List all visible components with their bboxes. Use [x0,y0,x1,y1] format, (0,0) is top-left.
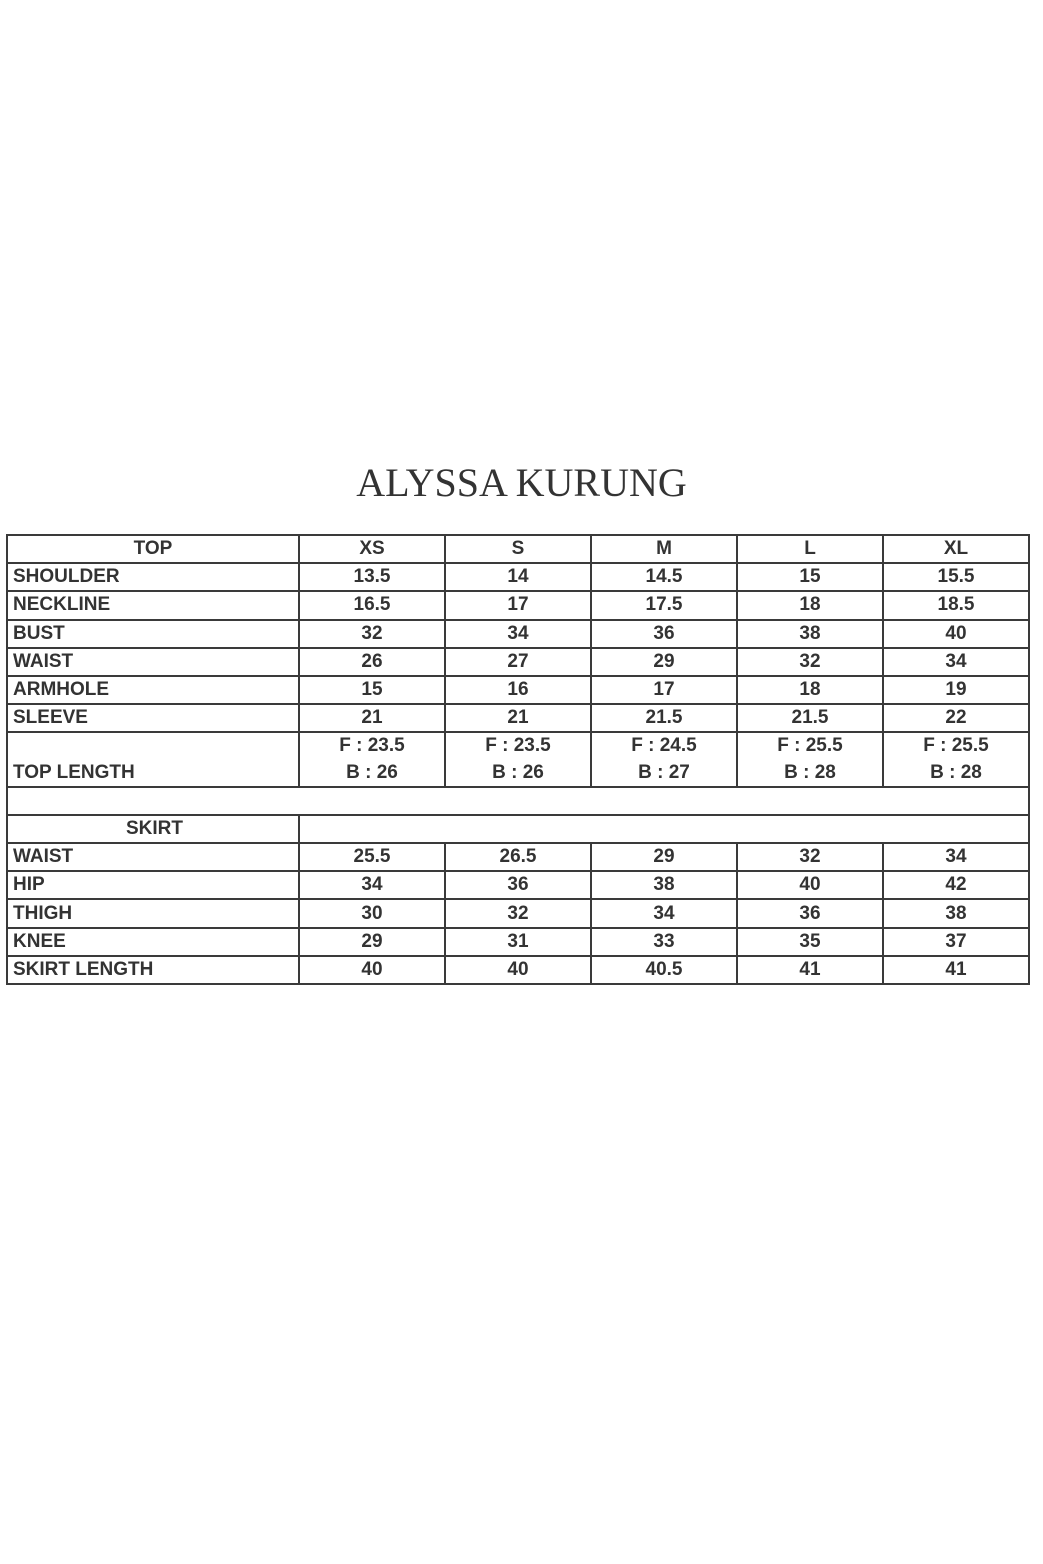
table-cell: 26.5 [445,843,591,871]
size-chart-table [6,534,1030,985]
table-cell: 14.5 [591,563,737,591]
table-row [7,676,1029,704]
table-cell: 17.5 [591,591,737,619]
size-header-xl: XL [883,535,1029,563]
size-header-s: S [445,535,591,563]
table-cell: 22 [883,704,1029,732]
row-label: SHOULDER [7,563,299,591]
size-header-row [7,535,1029,563]
skirt-header-empty [299,815,1029,843]
table-cell: F : 23.5 [299,732,445,759]
table-cell: 29 [591,648,737,676]
table-cell: 25.5 [299,843,445,871]
skirt-header-cell: SKIRT [7,815,299,843]
row-label: SLEEVE [7,704,299,732]
spacer-row [7,787,1029,815]
table-row [7,956,1029,984]
table-cell: 40 [737,871,883,899]
table-cell: 31 [445,928,591,956]
table-cell: 34 [883,843,1029,871]
table-cell: 14 [445,563,591,591]
table-cell: 18 [737,676,883,704]
page-title: ALYSSA KURUNG [356,460,687,505]
table-cell: 40 [883,620,1029,648]
table-cell: 36 [737,899,883,927]
table-row [7,871,1029,899]
row-label: WAIST [7,843,299,871]
table-cell: F : 23.5 [445,732,591,759]
table-cell: 15.5 [883,563,1029,591]
table-cell: 13.5 [299,563,445,591]
table-cell: 38 [883,899,1029,927]
table-cell: 18 [737,591,883,619]
table-cell: 34 [591,899,737,927]
table-cell: F : 25.5 [883,732,1029,759]
table-cell: 32 [737,843,883,871]
table-cell: 26 [299,648,445,676]
table-cell: 15 [299,676,445,704]
table-cell: B : 28 [883,760,1029,787]
table-cell: 21 [299,704,445,732]
table-cell: 33 [591,928,737,956]
size-header-m: M [591,535,737,563]
row-label: HIP [7,871,299,899]
row-label: NECKLINE [7,591,299,619]
table-cell: 41 [737,956,883,984]
table-cell: 34 [299,871,445,899]
table-cell: 36 [591,620,737,648]
top-length-front-row [7,732,1029,759]
size-header-l: L [737,535,883,563]
table-cell: 17 [591,676,737,704]
spacer-cell [7,787,1029,815]
table-cell: 32 [445,899,591,927]
table-cell: 35 [737,928,883,956]
row-label: THIGH [7,899,299,927]
table-cell: 37 [883,928,1029,956]
table-cell: 40 [445,956,591,984]
table-cell: 29 [299,928,445,956]
table-row [7,648,1029,676]
table-cell: 27 [445,648,591,676]
row-label: SKIRT LENGTH [7,956,299,984]
table-row [7,563,1029,591]
table-cell: 16 [445,676,591,704]
row-label: BUST [7,620,299,648]
table-cell: 41 [883,956,1029,984]
top-header-cell: TOP [7,535,299,563]
table-row [7,899,1029,927]
table-cell: 38 [591,871,737,899]
skirt-header-row [7,815,1029,843]
table-row [7,928,1029,956]
table-cell: 29 [591,843,737,871]
table-cell: B : 28 [737,760,883,787]
table-row [7,591,1029,619]
table-cell: 30 [299,899,445,927]
table-cell: B : 27 [591,760,737,787]
row-label-top-length: TOP LENGTH [7,732,299,786]
table-cell: 36 [445,871,591,899]
table-cell: 42 [883,871,1029,899]
table-row [7,843,1029,871]
table-cell: F : 25.5 [737,732,883,759]
table-cell: 34 [883,648,1029,676]
table-cell: B : 26 [299,760,445,787]
table-cell: 34 [445,620,591,648]
size-header-xs: XS [299,535,445,563]
table-cell: 16.5 [299,591,445,619]
table-cell: 21.5 [591,704,737,732]
table-cell: 18.5 [883,591,1029,619]
row-label: KNEE [7,928,299,956]
table-cell: F : 24.5 [591,732,737,759]
row-label: ARMHOLE [7,676,299,704]
table-cell: 40.5 [591,956,737,984]
row-label: WAIST [7,648,299,676]
table-cell: 32 [299,620,445,648]
table-row [7,704,1029,732]
table-row [7,620,1029,648]
table-cell: 21.5 [737,704,883,732]
table-cell: B : 26 [445,760,591,787]
table-cell: 38 [737,620,883,648]
table-cell: 32 [737,648,883,676]
table-cell: 21 [445,704,591,732]
table-cell: 19 [883,676,1029,704]
table-cell: 17 [445,591,591,619]
table-cell: 15 [737,563,883,591]
table-cell: 40 [299,956,445,984]
